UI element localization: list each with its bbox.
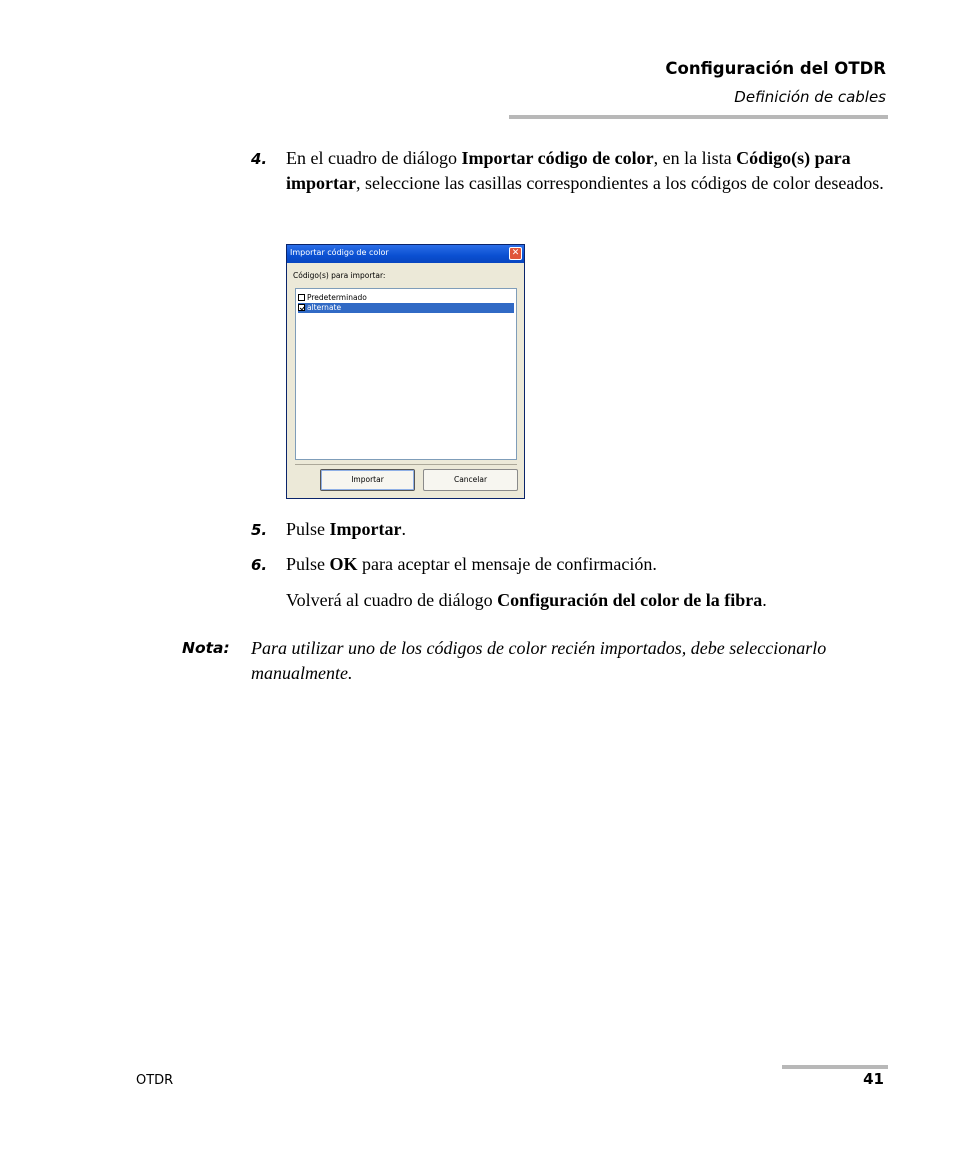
import-color-code-dialog bbox=[286, 244, 525, 499]
dialog-titlebar bbox=[287, 245, 524, 263]
cancel-button[interactable]: Cancelar bbox=[423, 469, 518, 491]
result-text-part: Volverá al cuadro de diálogo bbox=[286, 590, 498, 610]
step-5-number: 5. bbox=[251, 521, 268, 539]
result-text-part: . bbox=[762, 590, 767, 610]
step-4-number: 4. bbox=[251, 150, 268, 168]
dialog-divider bbox=[295, 464, 517, 465]
step-4-text-part: , seleccione las casillas correspondientes a los códigos de color deseados. bbox=[355, 173, 884, 193]
note-label: Nota: bbox=[182, 639, 230, 657]
checkbox-unchecked-icon[interactable] bbox=[298, 294, 305, 301]
list-item-label: alternate bbox=[307, 303, 342, 312]
note-text: Para utilizar uno de los códigos de color recién importados, debe seleccionarlo manualmente. bbox=[251, 638, 827, 683]
close-icon[interactable]: ✕ bbox=[509, 247, 522, 260]
codes-list[interactable] bbox=[295, 288, 517, 460]
step-4-text-part: En el cuadro de diálogo bbox=[286, 148, 462, 168]
codes-list-label: Código(s) para importar: bbox=[293, 271, 386, 280]
step-4-list-name: Código(s) para importar bbox=[286, 148, 851, 193]
list-item-predeterminado[interactable] bbox=[298, 293, 514, 303]
step-6-text-part: Pulse bbox=[286, 554, 330, 574]
step-5-text-part: Pulse bbox=[286, 519, 330, 539]
list-item-alternate[interactable] bbox=[298, 303, 514, 313]
step-4-dialog-name: Importar código de color bbox=[461, 148, 654, 168]
result-dialog-name: Configuración del color de la fibra bbox=[497, 590, 763, 610]
dialog-title: Importar código de color bbox=[290, 248, 389, 257]
step-5-text-part: . bbox=[401, 519, 406, 539]
step-6-button-name: OK bbox=[329, 554, 358, 574]
import-button[interactable]: Importar bbox=[320, 469, 415, 491]
step-4-text-part: , en la lista bbox=[653, 148, 737, 168]
step-6-text-part: para aceptar el mensaje de confirmación. bbox=[357, 554, 657, 574]
running-header-title: Configuración del OTDR bbox=[665, 59, 886, 78]
step-6-text bbox=[286, 552, 657, 577]
result-text bbox=[286, 588, 767, 613]
footer-rule bbox=[782, 1065, 888, 1069]
running-header-subtitle: Definición de cables bbox=[734, 88, 886, 106]
step-5-button-name: Importar bbox=[329, 519, 402, 539]
checkbox-checked-icon[interactable] bbox=[298, 304, 305, 311]
step-4-text bbox=[286, 146, 886, 196]
page-number: 41 bbox=[863, 1070, 884, 1088]
step-6-number: 6. bbox=[251, 556, 268, 574]
header-rule bbox=[509, 115, 888, 119]
list-item-label: Predeterminado bbox=[307, 293, 367, 302]
footer-product-name: OTDR bbox=[136, 1073, 174, 1088]
step-5-text bbox=[286, 517, 406, 542]
